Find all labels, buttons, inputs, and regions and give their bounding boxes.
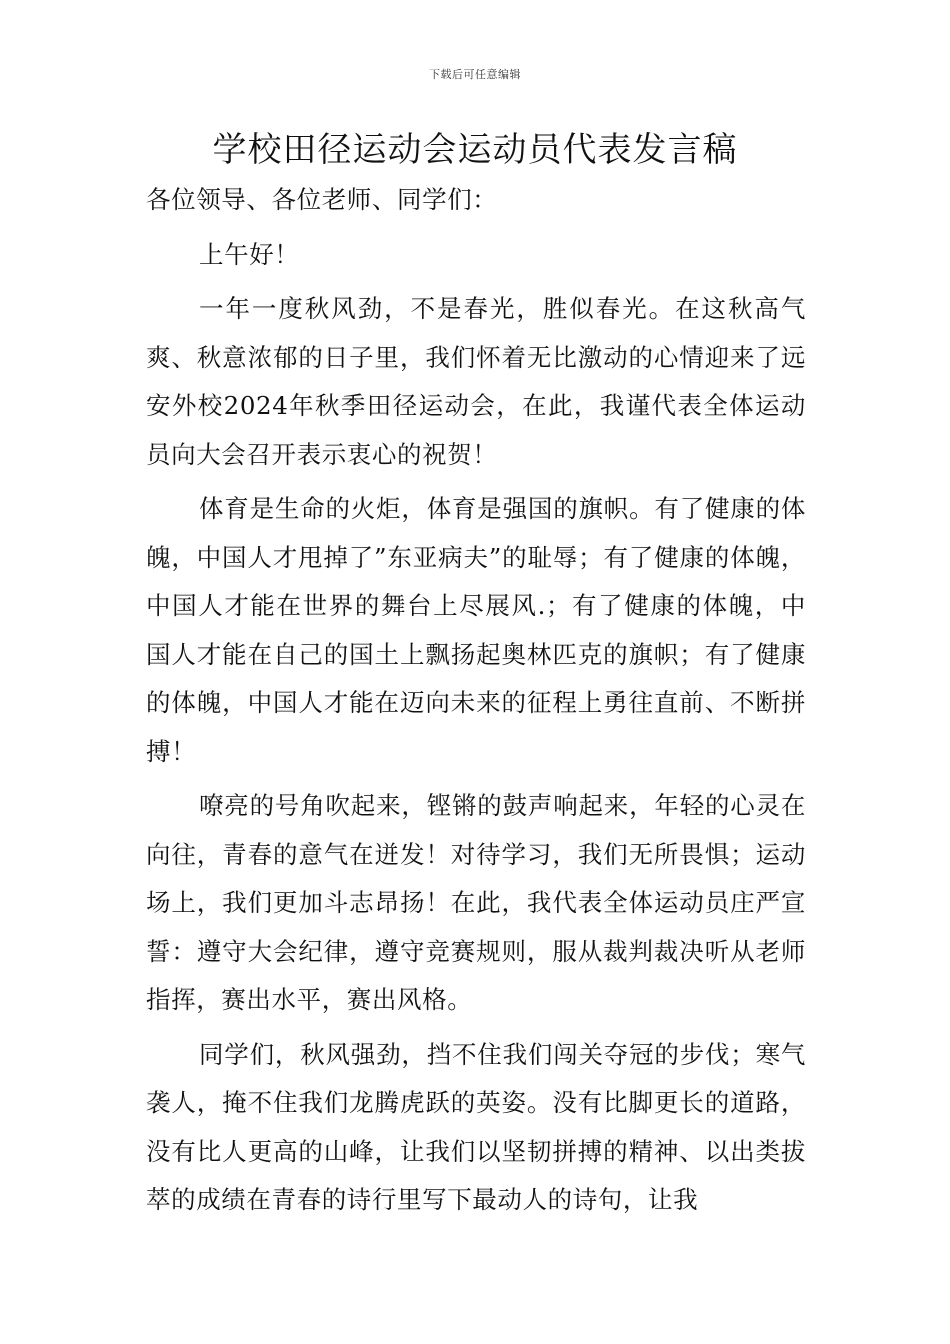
document-title: 学校田径运动会运动员代表发言稿 [212,130,738,170]
greeting: 上午好！ [199,239,300,269]
paragraph-4: 同学们，秋风强劲，挡不住我们闯关夺冠的步伐；寒气袭人，掩不住我们龙腾虎跃的英姿。没有比脚更长的道路，没有比人更高的山峰，让我们以坚韧拼搏的精神、以出类拔萃的成绩在青春的诗行里写下最动人的诗句，让我 [146,1039,806,1214]
header-note: 下载后可任意编辑 [429,68,521,81]
paragraph-1: 一年一度秋风劲，不是春光，胜似春光。在这秋高气爽、秋意浓郁的日子里，我们怀着无比激动的心情迎来了远安外校2024年秋季田径运动会，在此，我谨代表全体运动员向大会召开表示衷心的祝贺！ [146,294,806,469]
paragraph-3: 嘹亮的号角吹起来，铿锵的鼓声响起来，年轻的心灵在向往，青春的意气在迸发！对待学习，我们无所畏惧；运动场上，我们更加斗志昂扬！在此，我代表全体运动员庄严宣誓：遵守大会纪律，遵守竞赛规则，服从裁判裁决听从老师指挥，赛出水平，赛出风格。 [146,791,806,1014]
paragraph-2: 体育是生命的火炬，体育是强国的旗帜。有了健康的体魄，中国人才甩掉了”东亚病夫”的耻辱；有了健康的体魄，中国人才能在世界的舞台上尽展风.；有了健康的体魄，中国人才能在自己的国土上飘扬起奥林匹克的旗帜；有了健康的体魄，中国人才能在迈向未来的征程上勇往直前、不断拼搏！ [146,494,806,766]
salutation: 各位领导、各位老师、同学们： [146,185,498,214]
document-body [146,176,806,1225]
